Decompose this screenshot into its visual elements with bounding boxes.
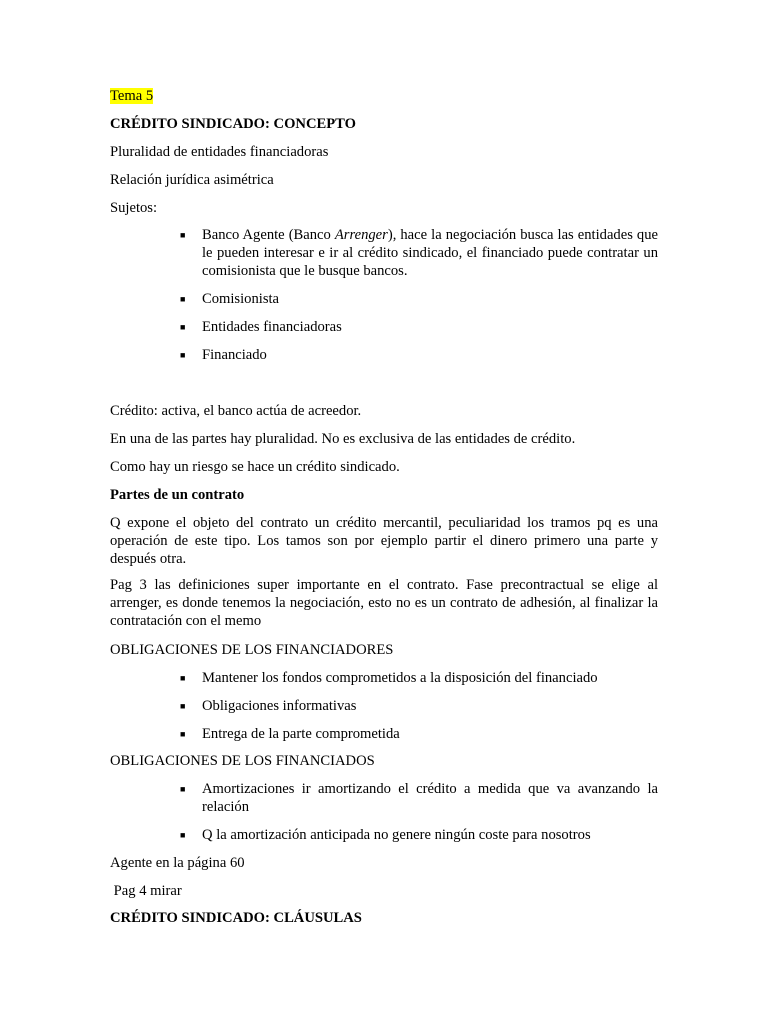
paragraph-pag3: Pag 3 las definiciones super importante en el contrato. Fase precontractual se elige al arrenger, es donde tenemos la negociación, esto no es un contrato de adhesión, al finalizar la contratación con el memo — [110, 577, 658, 629]
bullet-icon: ■ — [180, 673, 186, 683]
bullet-icon: ■ — [180, 701, 186, 711]
bullet-icon: ■ — [180, 322, 186, 332]
text-run: ), hace la negociación busca las entidades que le pueden interesar e ir al crédito sindicado, el financiado puede contratar un comisionista que le busque bancos. — [202, 227, 658, 279]
list-item-text: Q la amortización anticipada no genere ningún coste para nosotros — [202, 827, 591, 843]
list-item-banco-agente — [180, 226, 658, 280]
heading-partes-contrato: Partes de un contrato — [110, 487, 245, 503]
paragraph-pag4: Pag 4 mirar — [110, 883, 182, 899]
list-item-text: Mantener los fondos comprometidos a la disposición del financiado — [202, 670, 598, 686]
topic-label — [110, 87, 658, 105]
paragraph-relacion: Relación jurídica asimétrica — [110, 172, 274, 188]
heading-obligaciones-financiados: OBLIGACIONES DE LOS FINANCIADOS — [110, 753, 375, 769]
list-item-financiado — [180, 346, 658, 364]
list-item-informativas — [180, 697, 658, 715]
bullet-icon: ■ — [180, 230, 186, 240]
list-item-text: Entrega de la parte comprometida — [202, 726, 400, 742]
heading-obligaciones-financiadores: OBLIGACIONES DE LOS FINANCIADORES — [110, 642, 394, 658]
list-item-fondos — [180, 669, 658, 687]
list-item-amortizacion-anticipada — [180, 826, 658, 844]
list-item-text: Entidades financiadoras — [202, 319, 342, 335]
list-item-text — [202, 226, 658, 280]
paragraph-sujetos: Sujetos: — [110, 200, 158, 216]
paragraph-credito: Crédito: activa, el banco actúa de acreedor. — [110, 403, 362, 419]
bullet-icon: ■ — [180, 350, 186, 360]
bullet-icon: ■ — [180, 729, 186, 739]
paragraph-pluralidad-partes: En una de las partes hay pluralidad. No es exclusiva de las entidades de crédito. — [110, 431, 576, 447]
heading-clausulas: CRÉDITO SINDICADO: CLÁUSULAS — [110, 910, 362, 926]
emphasis-text: Arrenger — [334, 227, 388, 243]
paragraph-objeto: Q expone el objeto del contrato un crédito mercantil, peculiaridad los tramos pq es una operación de este tipo. Los tamos son por ejemplo partir el dinero primero una parte y después otra. — [110, 515, 658, 567]
text-run: Banco Agente (Banco — [202, 227, 335, 243]
list-item-amortizaciones — [180, 780, 658, 816]
list-item-entidades — [180, 318, 658, 336]
list-item-text: Comisionista — [202, 291, 280, 307]
list-item-text: Financiado — [202, 347, 267, 363]
topic-label-highlight: Tema 5 — [110, 88, 154, 104]
list-item-entrega — [180, 725, 658, 743]
heading-concepto: CRÉDITO SINDICADO: CONCEPTO — [110, 116, 356, 132]
list-item-text: Obligaciones informativas — [202, 698, 357, 714]
bullet-icon: ■ — [180, 784, 186, 794]
list-item-comisionista — [180, 290, 658, 308]
paragraph-pluralidad: Pluralidad de entidades financiadoras — [110, 144, 329, 160]
paragraph-agente: Agente en la página 60 — [110, 855, 245, 871]
paragraph-riesgo: Como hay un riesgo se hace un crédito sindicado. — [110, 459, 400, 475]
bullet-icon: ■ — [180, 294, 186, 304]
list-item-text: Amortizaciones ir amortizando el crédito a medida que va avanzando la relación — [202, 781, 658, 815]
bullet-icon: ■ — [180, 830, 186, 840]
